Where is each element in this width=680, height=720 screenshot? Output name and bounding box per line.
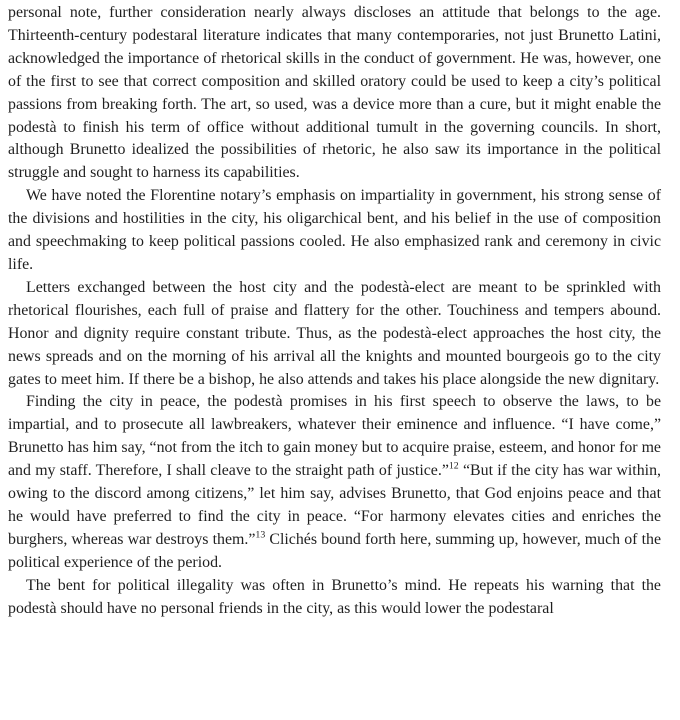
paragraph-4-text-a: Finding the city in peace, the podestà promises in his first speech to observe the laws, to be impartial, and to prosecute all lawbreakers, whatever their eminence and influence. “I have come,” Brunetto has him say, “not from the itch to gain money but to acquire praise, esteem, and honor for me and my staff. Therefore, I shall cleave to the straight path of justice.”	[8, 393, 661, 480]
footnote-ref-12: 12	[448, 460, 459, 472]
paragraph-4	[8, 391, 661, 574]
paragraph-5-text: The bent for political illegality was often in Brunetto’s mind. He repeats his warning that the podestà should have no personal friends in the city, as this would lower the podestaral	[8, 576, 661, 617]
footnote-ref-13: 13	[255, 529, 266, 541]
paragraph-1-text: personal note, further consideration nearly always discloses an attitude that belongs to the age. Thirteenth-century podestaral literature indicates that many contemporaries, not just Brunetto Latini, acknowledged the importance of rhetorical skills in the conduct of government. He was, however, one of the first to see that correct composition and skilled oratory could be used to keep a city’s political passions from breaking forth. The art, so used, was a device more than a cure, but it might enable the podestà to finish his term of office without additional tumult in the governing councils. In short, although Brunetto idealized the possibilities of rhetoric, he also saw its importance in the political struggle and sought to harness its capabilities.	[8, 4, 661, 182]
paragraph-1	[8, 2, 661, 185]
paragraph-2-text: We have noted the Florentine notary’s emphasis on impartiality in government, his strong sense of the divisions and hostilities in the city, his oligarchical bent, and his belief in the use of composition and speechmaking to keep political passions cooled. He also emphasized rank and ceremony in civic life.	[8, 187, 661, 273]
paragraph-4-text-c: Clichés bound forth here, summing up, however, much of the political experience of the period.	[8, 530, 661, 571]
paragraph-2	[8, 185, 661, 277]
paragraph-3	[8, 277, 661, 392]
paragraph-5	[8, 575, 661, 621]
paragraph-4-text-b: “But if the city has war within, owing to the discord among citizens,” let him say, advises Brunetto, that God enjoins peace and that he would have preferred to find the city in peace. “For harmony elevates cities and enriches the burghers, whereas war destroys them.”	[8, 462, 661, 548]
paragraph-3-text: Letters exchanged between the host city and the podestà-elect are meant to be sprinkled with rhetorical flourishes, each full of praise and flattery for the other. Touchiness and tempers abound. Honor and dignity require constant tribute. Thus, as the podestà-elect approaches the host city, the news spreads and on the morning of his arrival all the knights and mounted bourgeois go to the city gates to meet him. If there be a bishop, he also attends and takes his place alongside the new dignitary.	[8, 278, 661, 388]
